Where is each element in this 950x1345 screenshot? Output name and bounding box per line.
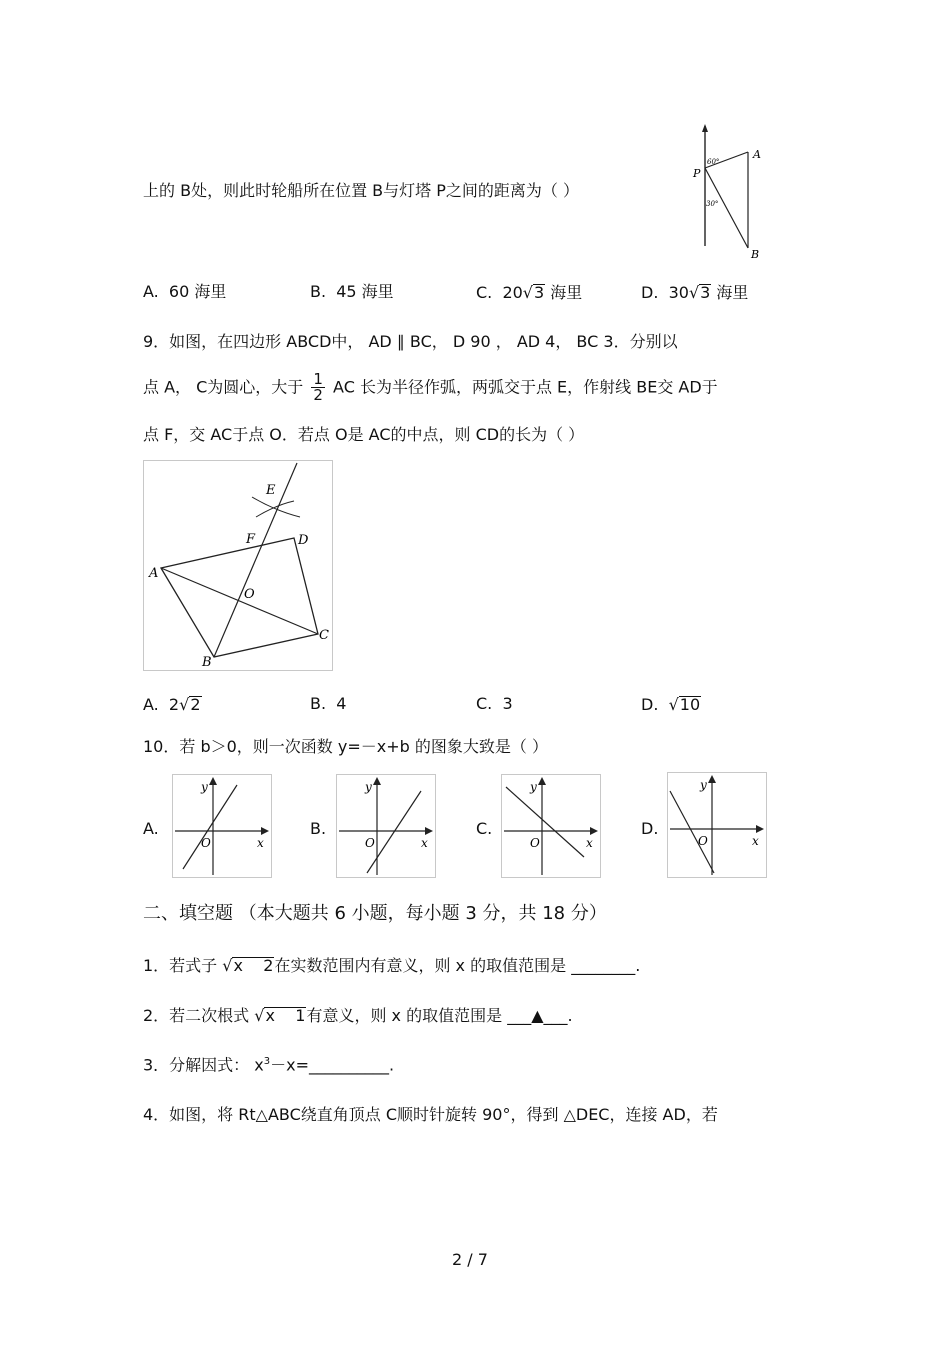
one-half-fraction: $\frac{1}{2}$ <box>313 370 323 404</box>
angle-top: 60° <box>707 158 720 166</box>
y-arrow-icon <box>538 777 546 785</box>
fill-question-1: 1．若式子 √x 2在实数范围内有意义，则 x 的取值范围是 ________. <box>143 956 641 975</box>
svg-text:y: y <box>201 780 208 794</box>
q10-option-a-label: A. <box>143 819 159 838</box>
q10-graph-d <box>667 772 767 878</box>
label-A: A <box>149 566 159 581</box>
fill-question-2: 2．若二次根式 √x 1有意义，则 x 的取值范围是 ___▲___. <box>143 1006 573 1025</box>
y-arrow-icon <box>209 777 217 785</box>
fill-question-4: 4．如图，将 Rt△ABC绕直角顶点 C顺时针旋转 90°，得到 △DEC，连接 AD，若 <box>143 1105 718 1124</box>
label-D: D <box>298 533 309 548</box>
q10-option-b-label: B. <box>310 819 327 838</box>
svg-text:x: x <box>421 836 428 850</box>
label-A: A <box>753 148 761 161</box>
q10-graph-c <box>501 774 601 878</box>
q8-option-d: D. 30√3 海里 <box>641 283 749 302</box>
svg-text:O: O <box>365 836 375 850</box>
svg-text:y: y <box>530 780 537 794</box>
label-B: B <box>751 248 760 261</box>
diagonal-ac <box>161 568 318 634</box>
q10-graph-a <box>172 774 272 878</box>
ray-be <box>214 463 297 657</box>
q8-figure <box>690 122 770 262</box>
q10-option-d-label: D. <box>641 819 659 838</box>
q9-option-a: A. 2√2 <box>143 695 201 714</box>
q9-line1: 9．如图，在四边形 ABCD中， AD ∥ BC， D 90 ， AD 4， BC 3．分别以 <box>143 332 678 351</box>
pb-line <box>705 168 748 248</box>
q10-stem: 10．若 b＞0，则一次函数 y=－x+b 的图象大致是（ ） <box>143 737 548 756</box>
graph-line <box>506 787 584 857</box>
svg-text:O: O <box>201 836 211 850</box>
svg-text:x: x <box>257 836 264 850</box>
north-arrow-icon <box>702 124 708 132</box>
q8-option-a: A. 60 海里 <box>143 282 227 301</box>
graph-line <box>670 791 714 873</box>
q9-option-c: C. 3 <box>476 694 513 713</box>
svg-text:O: O <box>698 834 708 848</box>
q8-option-b: B. 45 海里 <box>310 282 394 301</box>
q9-figure <box>144 461 332 670</box>
y-arrow-icon <box>373 777 381 785</box>
q9-figure-frame <box>143 460 333 671</box>
section-heading: 二、填空题 （本大题共 6 小题，每小题 3 分，共 18 分） <box>143 903 607 924</box>
q9-option-d: D. √10 <box>641 695 701 714</box>
label-E: E <box>266 483 276 498</box>
label-O: O <box>244 587 255 602</box>
x-arrow-icon <box>756 825 764 833</box>
q9-line3: 点 F，交 AC于点 O．若点 O是 AC的中点，则 CD的长为（ ） <box>143 425 585 444</box>
label-B: B <box>202 655 212 670</box>
fill-question-3: 3．分解因式： $x^3-x=\_\_\_\_\_\_\_\_\_\_$. <box>143 1055 395 1075</box>
svg-text:y: y <box>365 780 372 794</box>
x-arrow-icon <box>425 827 433 835</box>
q10-option-c-label: C. <box>476 819 493 838</box>
graph-line <box>183 785 237 869</box>
page-number: 2 / 7 <box>452 1250 488 1269</box>
y-arrow-icon <box>708 775 716 783</box>
q9-line2: 点 A， C为圆心，大于 $\frac{1}{2}$ AC 长为半径作弧，两弧交于点 E，作射线 BE交 AD于 <box>143 370 718 404</box>
svg-text:O: O <box>530 836 540 850</box>
angle-bottom: 30° <box>706 200 719 208</box>
label-C: C <box>319 628 329 643</box>
q9-option-b: B. 4 <box>310 694 347 713</box>
q10-graph-b <box>336 774 436 878</box>
x-arrow-icon <box>261 827 269 835</box>
q8-option-c: C. 20√3 海里 <box>476 283 583 302</box>
svg-text:x: x <box>586 836 593 850</box>
svg-text:x: x <box>752 834 759 848</box>
svg-text:y: y <box>700 778 707 792</box>
label-P: P <box>693 167 701 180</box>
q8-stem-tail: 上的 B处，则此时轮船所在位置 B与灯塔 P之间的距离为（ ） <box>143 181 579 200</box>
x-arrow-icon <box>590 827 598 835</box>
graph-line <box>367 791 421 873</box>
label-F: F <box>246 532 256 547</box>
